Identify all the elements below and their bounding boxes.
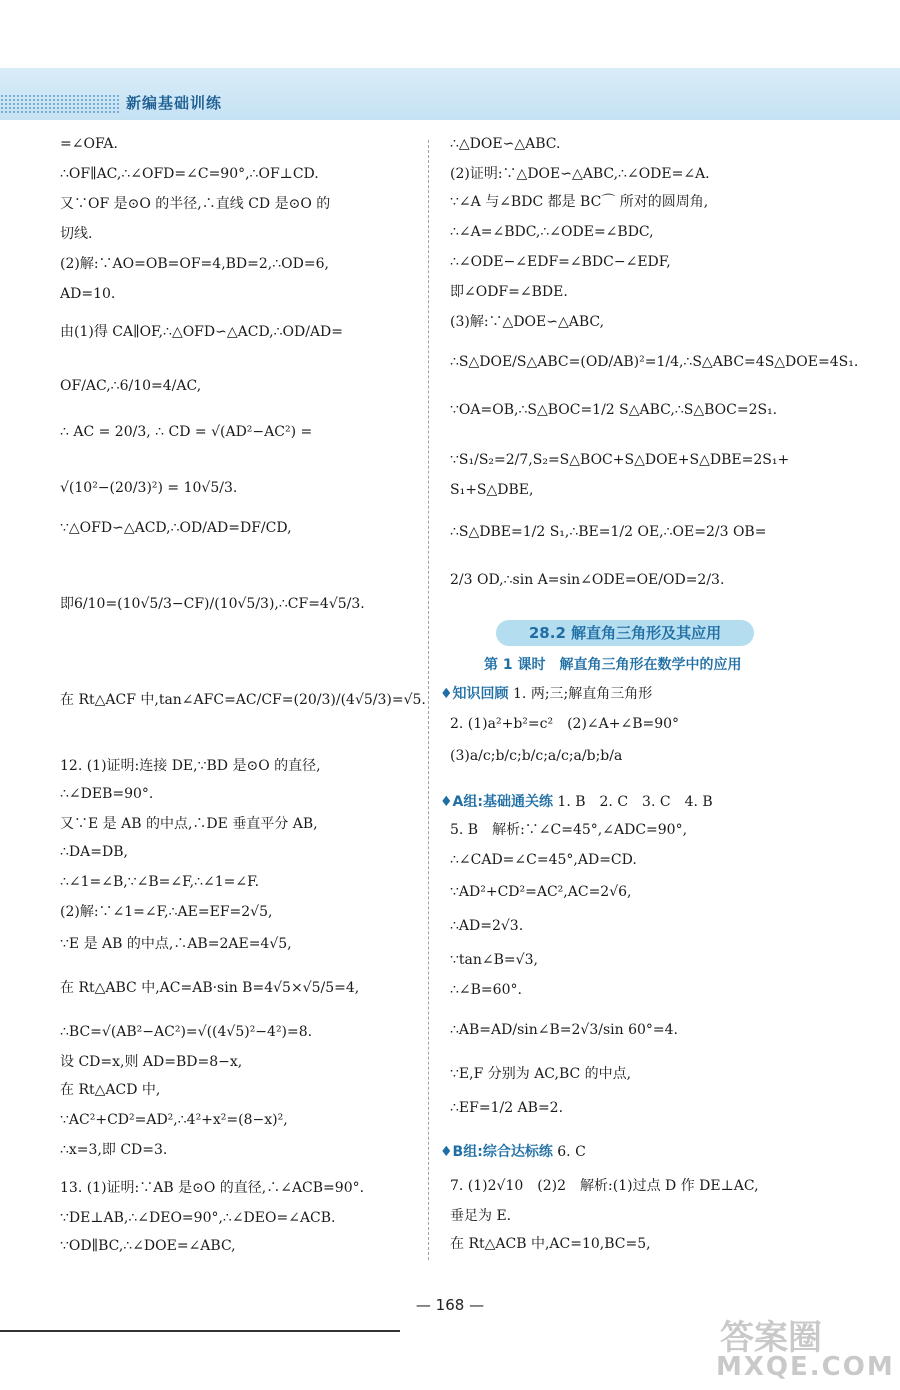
solution-line: (2)解:∵∠1=∠F,∴AE=EF=2√5, <box>60 904 273 920</box>
solution-line: AD=10. <box>60 286 116 302</box>
group-b-tag: ♦B组:综合达标练 <box>440 1144 553 1160</box>
solution-line: ∵E,F 分别为 AC,BC 的中点, <box>450 1066 632 1082</box>
answer-line: (3)a/c;b/c;b/c;a/c;a/b;b/a <box>450 748 623 764</box>
solution-line: OF/AC,∴6/10=4/AC, <box>60 378 202 394</box>
solution-line: ∵OA=OB,∴S△BOC=1/2 S△ABC,∴S△BOC=2S₁. <box>450 402 778 418</box>
watermark-logo <box>700 1310 900 1390</box>
book-title: 新编基础训练 <box>126 94 223 112</box>
solution-line: ∴x=3,即 CD=3. <box>60 1142 168 1158</box>
solution-line: 13. (1)证明:∵AB 是⊙O 的直径,∴∠ACB=90°. <box>60 1180 365 1196</box>
solution-line: 12. (1)证明:连接 DE,∵BD 是⊙O 的直径, <box>60 758 321 774</box>
solution-line: ∴△DOE∽△ABC. <box>450 136 561 152</box>
solution-line: ∵OD∥BC,∴∠DOE=∠ABC, <box>60 1238 236 1254</box>
solution-line: ∴S△DOE/S△ABC=(OD/AB)²=1/4,∴S△ABC=4S△DOE=4S₁. <box>450 354 859 370</box>
answer-line: 2. (1)a²+b²=c² (2)∠A+∠B=90° <box>450 716 680 732</box>
footer-rule <box>0 1330 400 1332</box>
group-a-answers: 1. B 2. C 3. C 4. B <box>552 794 713 810</box>
solution-line: 又∵OF 是⊙O 的半径,∴直线 CD 是⊙O 的 <box>60 196 331 212</box>
solution-line: 在 Rt△ACB 中,AC=10,BC=5, <box>450 1236 651 1252</box>
solution-line: 5. B 解析:∵∠C=45°,∠ADC=90°, <box>450 822 688 838</box>
solution-line: ∴∠B=60°. <box>450 982 522 998</box>
solution-line: 设 CD=x,则 AD=BD=8−x, <box>60 1054 243 1070</box>
group-b-row <box>440 1142 586 1162</box>
solution-line: 在 Rt△ACD 中, <box>60 1082 161 1098</box>
solution-line: 即∠ODF=∠BDE. <box>450 284 568 300</box>
group-a-tag: ♦A组:基础通关练 <box>440 794 553 810</box>
answer-text: 1. 两;三;解直角三角形 <box>508 686 653 702</box>
solution-line: ∴∠ODE−∠EDF=∠BDC−∠EDF, <box>450 254 671 270</box>
solution-line: ∴ AC = 20/3, ∴ CD = √(AD²−AC²) = <box>60 424 313 440</box>
solution-line: ∵AD²+CD²=AC²,AC=2√6, <box>450 884 632 900</box>
solution-line: ∴∠1=∠B,∵∠B=∠F,∴∠1=∠F. <box>60 874 260 890</box>
group-a-row <box>440 792 713 812</box>
solution-line: 由(1)得 CA∥OF,∴△OFD∽△ACD,∴OD/AD= <box>60 324 344 340</box>
solution-line: √(10²−(20/3)²) = 10√5/3. <box>60 480 238 496</box>
solution-line: S₁+S△DBE, <box>450 482 534 498</box>
solution-line: ∴DA=DB, <box>60 844 128 860</box>
lesson-title: 第 1 课时 解直角三角形在数学中的应用 <box>484 657 742 673</box>
solution-line: (2)证明:∵△DOE∽△ABC,∴∠ODE=∠A. <box>450 166 710 182</box>
solution-line: ∴BC=√(AB²−AC²)=√((4√5)²−4²)=8. <box>60 1024 313 1040</box>
solution-line: ∵△OFD∽△ACD,∴OD/AD=DF/CD, <box>60 520 292 536</box>
header-dot-pattern <box>0 94 120 114</box>
solution-line: ∴∠CAD=∠C=45°,AD=CD. <box>450 852 637 868</box>
solution-line: 切线. <box>60 226 93 242</box>
solution-line: 在 Rt△ABC 中,AC=AB·sin B=4√5×√5/5=4, <box>60 980 360 996</box>
solution-line: ∴∠DEB=90°. <box>60 786 154 802</box>
column-divider <box>428 140 429 1260</box>
watermark-text: 答案圈 <box>720 1318 822 1358</box>
solution-line: ∴OF∥AC,∴∠OFD=∠C=90°,∴OF⊥CD. <box>60 166 319 182</box>
section-title: 28.2 解直角三角形及其应用 <box>496 620 754 646</box>
solution-line: 2/3 OD,∴sin A=sin∠ODE=OE/OD=2/3. <box>450 572 725 588</box>
solution-line: ∵DE⊥AB,∴∠DEO=90°,∴∠DEO=∠ACB. <box>60 1210 336 1226</box>
solution-line: ∵tan∠B=√3, <box>450 952 538 968</box>
solution-line: 垂足为 E. <box>450 1208 512 1224</box>
solution-line: 在 Rt△ACF 中,tan∠AFC=AC/CF=(20/3)/(4√5/3)=√5. <box>60 692 426 708</box>
solution-line: ∴AB=AD/sin∠B=2√3/sin 60°=4. <box>450 1022 678 1038</box>
solution-line: ∴EF=1/2 AB=2. <box>450 1100 564 1116</box>
solution-line: ∵AC²+CD²=AD²,∴4²+x²=(8−x)², <box>60 1112 288 1128</box>
solution-line: ∴AD=2√3. <box>450 918 524 934</box>
solution-line: ∴∠A=∠BDC,∴∠ODE=∠BDC, <box>450 224 654 240</box>
solution-line: ∴S△DBE=1/2 S₁,∴BE=1/2 OE,∴OE=2/3 OB= <box>450 524 767 540</box>
knowledge-review-tag: ♦知识回顾 <box>440 686 509 702</box>
solution-line: (2)解:∵AO=OB=OF=4,BD=2,∴OD=6, <box>60 256 329 272</box>
solution-line: 即6/10=(10√5/3−CF)/(10√5/3),∴CF=4√5/3. <box>60 596 365 612</box>
group-b-answers: 6. C <box>552 1144 586 1160</box>
page-number: — 168 — <box>415 1296 485 1314</box>
knowledge-review-row <box>440 684 652 704</box>
solution-line: =∠OFA. <box>60 136 118 152</box>
solution-line: ∵S₁/S₂=2/7,S₂=S△BOC+S△DOE+S△DBE=2S₁+ <box>450 452 790 468</box>
solution-line: ∵E 是 AB 的中点,∴AB=2AE=4√5, <box>60 936 292 952</box>
solution-line: ∵∠A 与∠BDC 都是 BC⌒ 所对的圆周角, <box>450 194 709 210</box>
solution-line: 7. (1)2√10 (2)2 解析:(1)过点 D 作 DE⊥AC, <box>450 1178 759 1194</box>
solution-line: (3)解:∵△DOE∽△ABC, <box>450 314 605 330</box>
solution-line: 又∵E 是 AB 的中点,∴DE 垂直平分 AB, <box>60 816 318 832</box>
watermark-url: MXQE.COM <box>716 1352 895 1382</box>
